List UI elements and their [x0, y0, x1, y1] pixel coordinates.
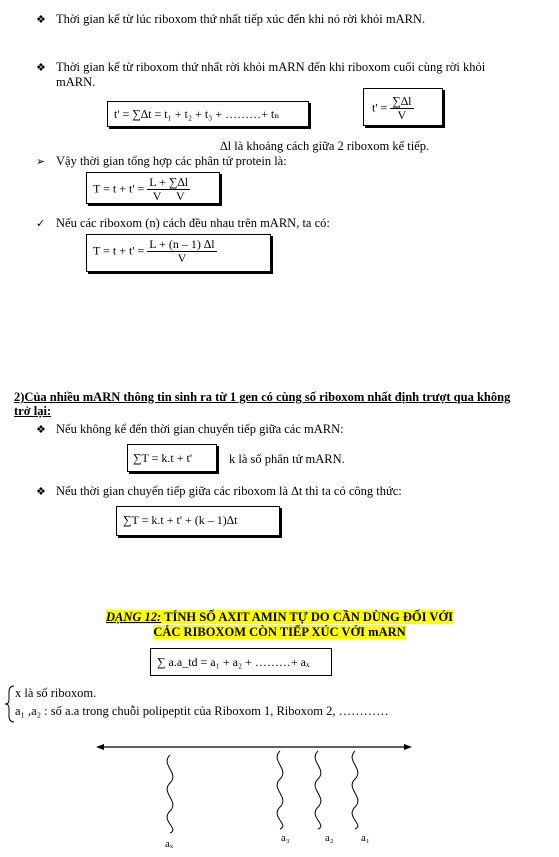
- dang-12-heading-cont: CÁC RIBOXOM CÒN TIẾP XÚC VỚI mARN: [153, 625, 406, 639]
- polypeptide-chain-x: [167, 755, 173, 833]
- formula-sum-t-box: [127, 444, 217, 472]
- formula-total-time: T = t + t' = $\frac{L + \sum\Delta l}{\text{V V}}$: [93, 175, 189, 203]
- polypeptide-chain-3: [277, 751, 283, 829]
- paragraph-2: ❖ Thời gian kể từ riboxom thứ nhất rời khỏi mARN đến khi riboxom cuối cùng rời khỏi: [36, 60, 486, 74]
- diamond-bullet-icon: ❖: [36, 486, 46, 498]
- diamond-bullet-icon: ❖: [36, 424, 46, 436]
- formula-sum-t-note: k là số phân tử mARN.: [229, 452, 345, 466]
- formula-t-prime-dl: t' = $\frac{\sum\Delta l}{V}$: [372, 94, 412, 122]
- legend-a: a₁ ,a₂ : số a.a trong chuỗi polipeptit của Riboxom 1, Riboxom 2, …………: [15, 704, 389, 718]
- formula-amino-acid-sum: ∑ a.a_td = a₁ + a₂ + ………+ aₓ: [157, 655, 310, 669]
- arrow-bullet-icon: ➢: [36, 156, 46, 168]
- paragraph-6: ❖ Nếu thời gian chuyển tiếp giữa các riboxom là ∆t thì ta có công thức:: [36, 484, 402, 498]
- diagram-label-a3: a₃: [281, 832, 290, 844]
- diamond-bullet-icon: ❖: [36, 62, 46, 74]
- ribosome-diagram: [0, 735, 559, 857]
- diagram-label-ax: aₓ: [165, 838, 174, 850]
- arrow-left-icon: [96, 744, 104, 750]
- formula-t-prime-sum: t' = ∑∆t = t₁ + t₂ + t₃ + ………+ tₙ: [114, 107, 280, 121]
- paragraph-1: ❖ Thời gian kể từ lúc riboxom thứ nhất tiếp xúc đến khi nó rời khỏi mARN.: [36, 12, 426, 26]
- section-heading-2: 2)Của nhiều mARN thông tin sinh ra từ 1 gen có cùng số riboxom nhất định trượt qua không: [14, 390, 511, 404]
- arrow-right-icon: [404, 744, 412, 750]
- formula-even-spacing-box: [86, 234, 271, 272]
- note-delta-l: ∆l là khoảng cách giữa 2 riboxom kế tiếp.: [220, 139, 430, 153]
- diagram-label-a2: a₂: [325, 832, 334, 844]
- formula-amino-acid-sum-box: [150, 648, 332, 676]
- formula-sum-t: ∑T = k.t + t': [133, 451, 193, 465]
- formula-total-time-box: [86, 172, 220, 204]
- formula-sum-t-transition: ∑T = k.t + t' + (k – 1)∆t: [123, 513, 238, 527]
- paragraph-2-cont: mARN.: [56, 75, 96, 89]
- diagram-label-a1: a₁: [361, 832, 370, 844]
- section-heading-2-cont: trở lại:: [14, 404, 52, 418]
- check-bullet-icon: ✓: [36, 218, 46, 230]
- formula-t-prime-sum-box: [107, 101, 309, 127]
- paragraph-3: ➢ Vậy thời gian tổng hợp các phân tử protein là:: [36, 154, 287, 168]
- polypeptide-chain-1: [352, 751, 358, 829]
- diamond-bullet-icon: ❖: [36, 14, 46, 26]
- paragraph-5: ❖ Nếu không kể đến thời gian chuyển tiếp giữa các mARN:: [36, 422, 344, 436]
- dang-12-heading: DẠNG 12: TÍNH SỐ AXIT AMIN TỰ DO CẦN DÙNG ĐỐI VỚI: [106, 610, 453, 624]
- formula-t-prime-dl-box: [363, 88, 443, 126]
- polypeptide-chain-2: [315, 751, 321, 829]
- paragraph-4: ✓ Nếu các riboxom (n) cách đều nhau trên mARN, ta có:: [36, 216, 330, 230]
- legend-x: x là số riboxom.: [15, 686, 97, 700]
- formula-sum-t-transition-box: [116, 506, 280, 536]
- formula-even-spacing: T = t + t' = $\frac{L + (n - 1) \Delta l}{V}$: [93, 237, 215, 265]
